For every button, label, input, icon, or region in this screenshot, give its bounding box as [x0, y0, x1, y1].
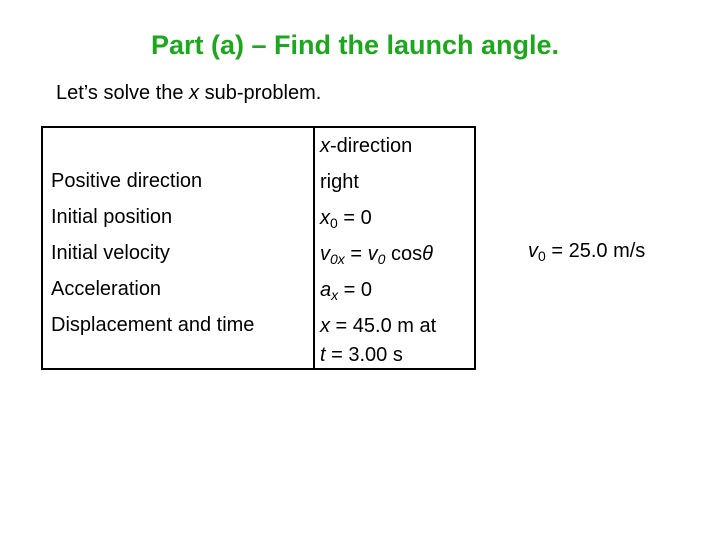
- value-rest: cos: [385, 243, 423, 265]
- subtitle-variable: x: [189, 82, 200, 104]
- value-rest: = 0: [338, 279, 373, 301]
- row-value: right: [320, 171, 359, 193]
- table-row: [43, 164, 474, 200]
- row-value: [320, 312, 470, 370]
- x-direction-table: [41, 126, 476, 370]
- row-label: Positive direction: [51, 170, 203, 192]
- row-value: [320, 278, 372, 302]
- value-line-1: x = 45.0 m at: [320, 315, 437, 337]
- row-label: Initial velocity: [51, 242, 170, 264]
- table-row: [43, 272, 474, 308]
- table-row: [43, 308, 474, 370]
- row-label: Initial position: [51, 206, 173, 228]
- initial-speed-note: [528, 240, 645, 263]
- side-subscript: 0: [538, 248, 546, 264]
- header-variable: x: [320, 135, 330, 157]
- side-rest: = 25.0 m/s: [545, 240, 646, 262]
- value-subscript: 0: [330, 215, 338, 231]
- value-equals: =: [344, 243, 368, 265]
- table-header-row: [43, 128, 474, 164]
- side-variable: v: [528, 240, 538, 262]
- header-suffix: -direction: [330, 135, 413, 157]
- subtitle-suffix: sub-problem.: [199, 82, 322, 104]
- slide-title: Part (a) – Find the launch angle.: [150, 30, 560, 60]
- header-x-direction: [320, 134, 412, 158]
- value-subscript: 0x: [330, 251, 345, 267]
- row-label: Displacement and time: [51, 314, 255, 336]
- value-subscript-2: 0: [377, 251, 386, 267]
- row-value: [320, 206, 372, 230]
- value-rest: = 0: [337, 207, 372, 229]
- value-variable: x: [320, 207, 330, 229]
- row-value: [320, 242, 433, 266]
- value-variable: v: [320, 243, 330, 265]
- value-theta: θ: [422, 243, 433, 265]
- value-variable-2: v: [367, 243, 378, 265]
- subtitle-prefix: Let’s solve the: [56, 82, 190, 104]
- value-variable: a: [320, 279, 332, 301]
- row-label: Acceleration: [51, 278, 162, 300]
- slide-subtitle: [56, 82, 321, 105]
- table-row: [43, 236, 474, 272]
- value-subscript: x: [331, 287, 339, 303]
- table-row: [43, 200, 474, 236]
- value-line-2: t = 3.00 s: [320, 344, 403, 366]
